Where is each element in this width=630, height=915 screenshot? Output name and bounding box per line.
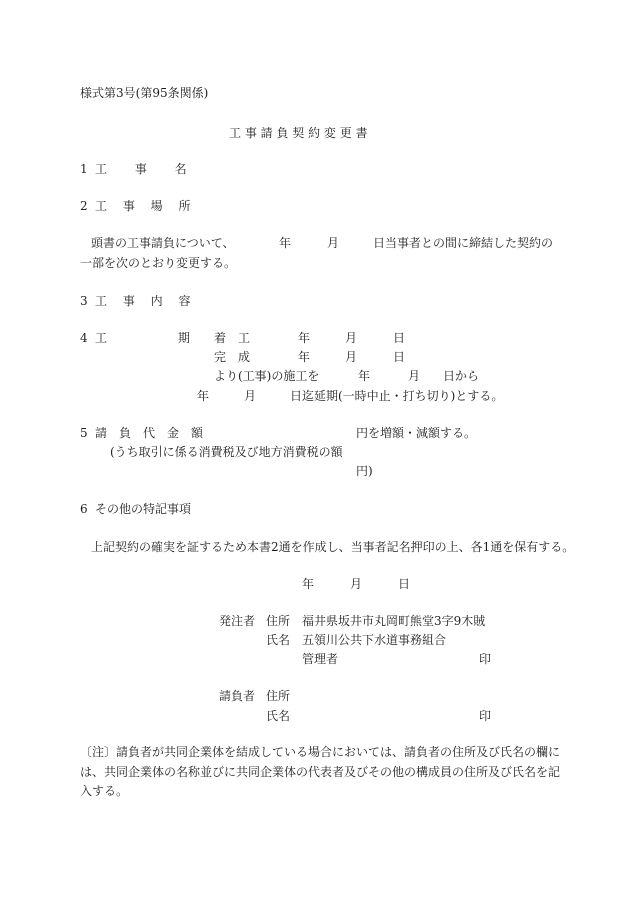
orderer-name: 五領川公共下水道事務組合 <box>302 633 447 647</box>
delay-from-day: 日から <box>443 369 480 383</box>
delay-from-month: 月 <box>408 369 421 383</box>
note-line3: 入する。 <box>80 784 129 798</box>
item4-label-part1: 工 <box>95 331 108 345</box>
item6-label: その他の特記事項 <box>95 502 192 516</box>
delay-suffix: 日迄延期(一時中止・打ち切り)とする。 <box>290 389 504 403</box>
orderer-seal: 印 <box>479 652 492 666</box>
item6-number: 6 <box>80 502 88 516</box>
item3-label: 工 事 内 容 <box>95 294 191 308</box>
complete-label: 完 成 <box>214 350 251 364</box>
item5-number: 5 <box>80 426 88 440</box>
delay-from-year: 年 <box>358 369 371 383</box>
complete-year: 年 <box>298 350 311 364</box>
item5-label: 請 負 代 金 額 <box>95 426 204 440</box>
item1-label: 工 事 名 <box>95 162 187 176</box>
orderer-title: 管理者 <box>302 652 339 666</box>
item2-number: 2 <box>80 199 88 213</box>
item1-number: 1 <box>80 162 88 176</box>
page-title: 工 事 請 負 契 約 変 更 書 <box>229 126 368 140</box>
item4-label-part2: 期 <box>178 331 191 345</box>
contractor-address-label: 住所 <box>266 689 291 703</box>
note-line1: 〔注〕請負者が共同企業体を結成している場合においては、請負者の住所及び氏名の欄に <box>80 745 561 759</box>
note-line2: は、共同企業体の名称並びに共同企業体の代表者及びその他の構成員の住所及び氏名を記 <box>80 765 561 779</box>
start-day: 日 <box>393 331 406 345</box>
item4-number: 4 <box>80 331 88 345</box>
preamble-suffix: 日当事者との間に締結した契約の <box>373 236 554 250</box>
orderer-name-label: 氏名 <box>266 633 291 647</box>
delay-to-year: 年 <box>197 389 210 403</box>
orderer-address: 福井県坂井市丸岡町熊堂3字9木賊 <box>302 614 486 628</box>
complete-day: 日 <box>393 350 406 364</box>
start-year: 年 <box>298 331 311 345</box>
delay-to-month: 月 <box>244 389 257 403</box>
orderer-role: 発注者 <box>219 614 256 628</box>
item3-number: 3 <box>80 294 88 308</box>
delay-prefix: より(工事)の施工を <box>214 369 320 383</box>
item2-label: 工 事 場 所 <box>95 199 191 213</box>
contractor-role: 請負者 <box>219 689 256 703</box>
complete-month: 月 <box>345 350 358 364</box>
contractor-name-label: 氏名 <box>266 709 291 723</box>
preamble-year: 年 <box>279 236 292 250</box>
start-month: 月 <box>345 331 358 345</box>
date-month: 月 <box>350 577 363 591</box>
tax-close: 円) <box>356 464 373 478</box>
date-day: 日 <box>398 577 411 591</box>
preamble-line2: 一部を次のとおり変更する。 <box>80 256 237 270</box>
date-year: 年 <box>302 577 315 591</box>
preamble-month: 月 <box>327 236 340 250</box>
preamble-prefix: 頭書の工事請負について、 <box>91 236 235 250</box>
form-number: 様式第3号(第95条関係) <box>80 86 209 100</box>
closing-statement: 上記契約の確実を証するため本書2通を作成し、当事者記名押印の上、各1通を保有する。 <box>91 540 575 554</box>
contractor-seal: 印 <box>479 709 492 723</box>
amount-suffix: 円を増額・減額する。 <box>356 426 477 440</box>
tax-note: (うち取引に係る消費税及び地方消費税の額 <box>110 445 343 459</box>
orderer-address-label: 住所 <box>266 614 291 628</box>
start-label: 着 工 <box>214 331 251 345</box>
